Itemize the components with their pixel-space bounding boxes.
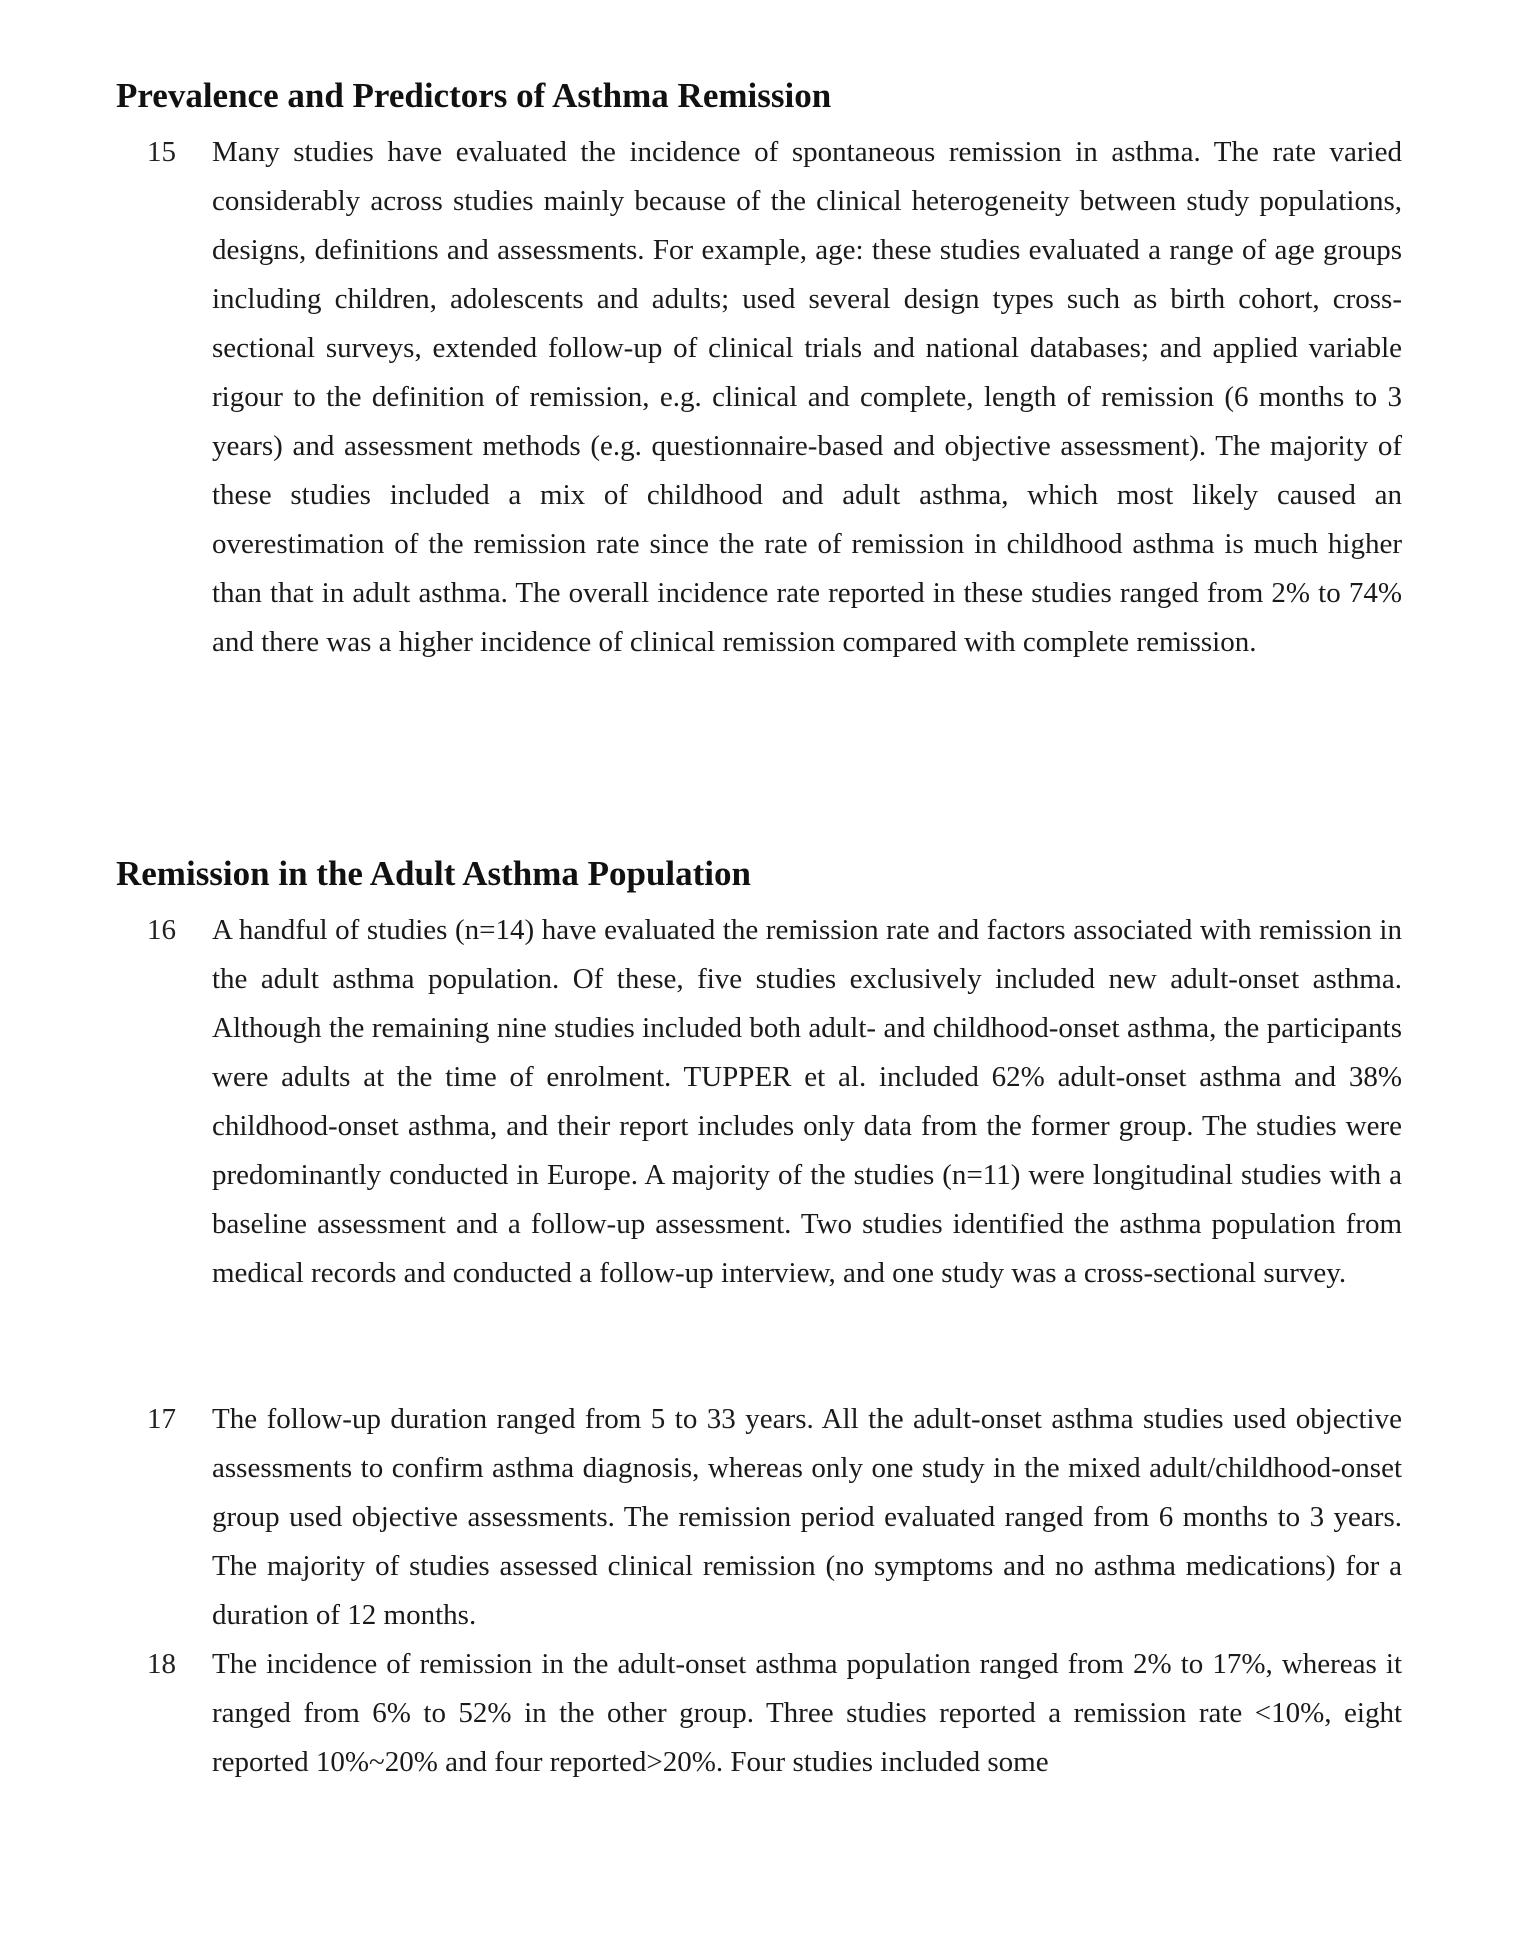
paragraph-text: Many studies have evaluated the incidence of spontaneous remission in asthma. The rate varied considerably across studies mainly because of the clinical heterogeneity between study populations, designs, definitions and assessments. For example, age: these studies evaluated a range of age groups including children, adolescents and adults; used several design types such as birth cohort, cross-sectional surveys, extended follow-up of clinical trials and national databases; and applied variable rigour to the definition of remission, e.g. clinical and complete, length of remission (6 months to 3 years) and assessment methods (e.g. questionnaire-based and objective assessment). The majority of these studies included a mix of childhood and adult asthma, which most likely caused an overestimation of the remission rate since the rate of remission in childhood asthma is much higher than that in adult asthma. The overall incidence rate reported in these studies ranged from 2% to 74% and there was a higher incidence of clinical remission compared with complete remission. <box>212 136 1402 658</box>
section-heading-adult-remission: Remission in the Adult Asthma Population <box>116 854 751 893</box>
paragraph-text: A handful of studies (n=14) have evaluated the remission rate and factors associated with remission in the adult asthma population. Of these, five studies exclusively included new adult-onset asthma. Although the remaining nine studies included both adult- and childhood-onset asthma, the participants were adults at the time of enrolment. TUPPER et al. included 62% adult-onset asthma and 38% childhood-onset asthma, and their report includes only data from the former group. The studies were predominantly conducted in Europe. A majority of the studies (n=11) were longitudinal studies with a baseline assessment and a follow-up assessment. Two studies identified the asthma population from medical records and conducted a follow-up interview, and one study was a cross-sectional survey. <box>212 914 1402 1289</box>
paragraph-text: The follow-up duration ranged from 5 to 33 years. All the adult-onset asthma studies used objective assessments to confirm asthma diagnosis, whereas only one study in the mixed adult/childhood-onset group used objective assessments. The remission period evaluated ranged from 6 months to 3 years. The majority of studies assessed clinical remission (no symptoms and no asthma medications) for a duration of 12 months. <box>212 1403 1402 1631</box>
paragraph-text: The incidence of remission in the adult-onset asthma population ranged from 2% to 17%, whereas it ranged from 6% to 52% in the other group. Three studies reported a remission rate <10%, eight reported 10%~20% and four reported>20%. Four studies included some <box>212 1648 1402 1778</box>
paragraph-number: 15 <box>147 136 176 168</box>
section-heading-prevalence: Prevalence and Predictors of Asthma Remission <box>116 76 832 115</box>
paragraph-number: 16 <box>147 914 176 946</box>
paragraph-number: 18 <box>147 1648 176 1680</box>
paragraph-number: 17 <box>147 1403 176 1435</box>
